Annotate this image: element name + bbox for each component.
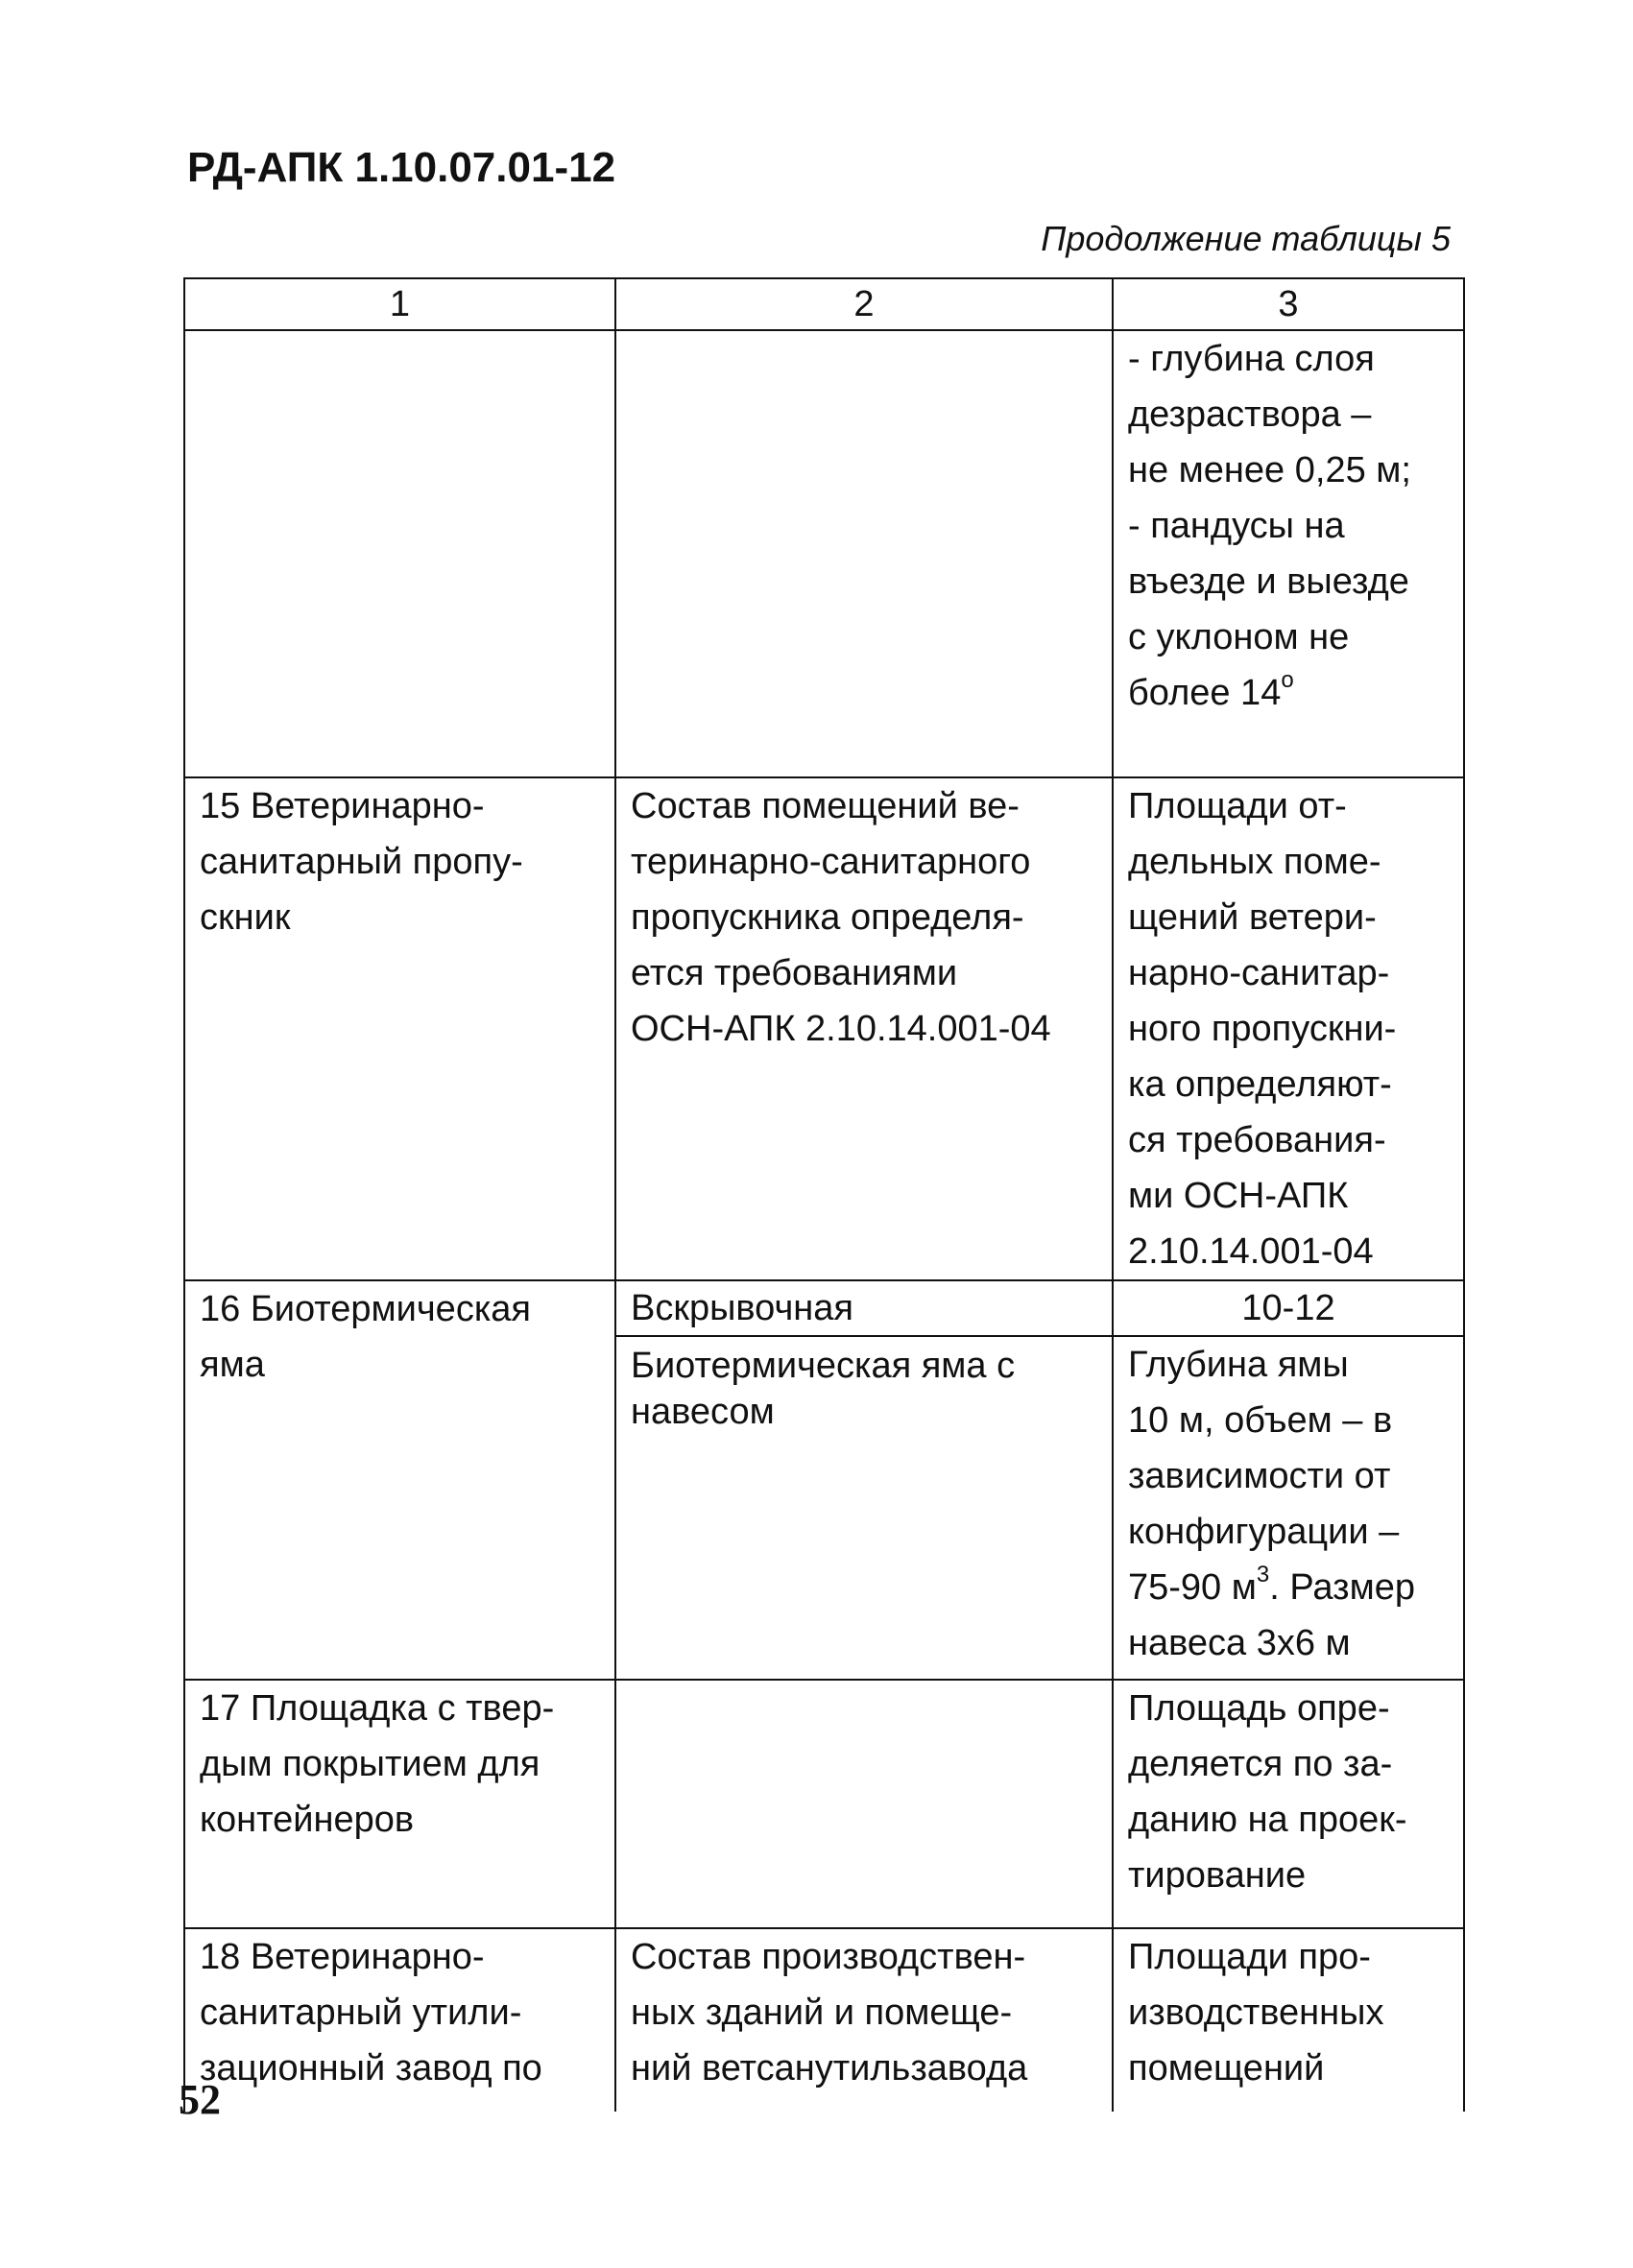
cube-superscript: 3 — [1256, 1562, 1270, 1588]
table-row — [184, 330, 1464, 777]
table-cell — [184, 1280, 615, 1680]
cell-text: . Размер навеса 3х6 м — [1128, 1567, 1415, 1663]
table-continuation-caption: Продолжение таблицы 5 — [1041, 219, 1451, 258]
cell-text: - глубина слоя дезраствора – не менее 0,25 м; - пандусы на въезде и выезде с уклоном не более 14 — [1128, 339, 1411, 713]
table-cell — [615, 1928, 1113, 2112]
degree-superscript: o — [1281, 667, 1294, 693]
cell-text: Площади про- изводственных помещений — [1128, 1937, 1384, 2089]
cell-text: Биотермическая яма с навесом — [631, 1346, 1016, 1432]
table-row — [184, 1680, 1464, 1928]
table-cell — [615, 330, 1113, 777]
table-row — [184, 1280, 1464, 1336]
cell-text: 18 Ветеринарно- санитарный утили- зационный завод по — [200, 1937, 542, 2089]
column-header-3: 3 — [1113, 278, 1464, 330]
cell-text: Площадь опре- деляется по за- данию на проек- тирование — [1128, 1688, 1407, 1896]
table-cell — [1113, 777, 1464, 1280]
cell-text: 10-12 — [1241, 1288, 1335, 1328]
table-row — [184, 777, 1464, 1280]
table-cell — [1113, 330, 1464, 777]
table-cell — [615, 1280, 1113, 1336]
cell-text: Площади от- дельных поме- щений ветери- нарно-санитар- ного пропускни- ка определяют- ся требования- ми ОСН-АПК 2.10.14.001-04 — [1128, 786, 1397, 1272]
table-cell — [184, 330, 615, 777]
table-cell — [1113, 1336, 1464, 1680]
cell-text: Глубина ямы 10 м, объем – в зависимости от конфигурации – 75-90 м — [1128, 1345, 1400, 1608]
table-cell — [1113, 1680, 1464, 1928]
cell-text: Состав помещений ве- теринарно-санитарного пропускника определя- ется требованиями ОСН-АПК 2.10.14.001-04 — [631, 786, 1051, 1049]
cell-text: 16 Биотермическая яма — [200, 1289, 531, 1385]
table-5 — [183, 277, 1465, 2112]
document-code: РД-АПК 1.10.07.01-12 — [187, 144, 616, 191]
table-row — [184, 1928, 1464, 2112]
table-cell — [615, 777, 1113, 1280]
table-cell — [184, 1928, 615, 2112]
table-cell — [1113, 1928, 1464, 2112]
table-cell — [615, 1680, 1113, 1928]
page-number: 52 — [179, 2076, 221, 2123]
table-cell — [184, 777, 615, 1280]
cell-text: 17 Площадка с твер- дым покрытием для контейнеров — [200, 1688, 555, 1840]
table-cell — [1113, 1280, 1464, 1336]
table-cell — [615, 1336, 1113, 1680]
cell-text: Вскрывочная — [631, 1288, 853, 1328]
column-header-2: 2 — [615, 278, 1113, 330]
column-header-1: 1 — [184, 278, 615, 330]
table-cell — [184, 1680, 615, 1928]
cell-text: 15 Ветеринарно- санитарный пропу- скник — [200, 786, 523, 938]
table-header-row — [184, 278, 1464, 330]
cell-text: Состав производствен- ных зданий и помеще- ний ветсанутильзавода — [631, 1937, 1028, 2089]
